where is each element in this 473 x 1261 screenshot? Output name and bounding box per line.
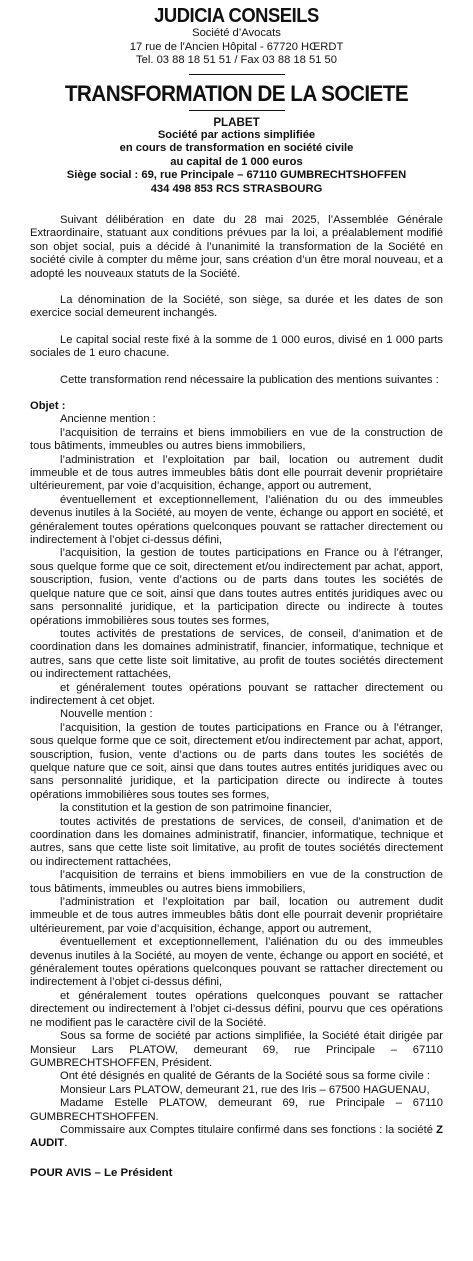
list-item: l’acquisition de terrains et biens immobiliers en vue de la construction de tous bâtiments, immeubles ou autres biens immobiliers,: [30, 426, 443, 453]
list-item: l’administration et l’exploitation par bail, location ou autrement dudit immeuble et de tous autres immeubles bâtis dont elle pourrait devenir propriétaire ultérieurement, par voie d’acquisition, échange, apport ou autrement,: [30, 896, 443, 935]
divider: [189, 74, 285, 75]
list-item: toutes activités de prestations de services, de conseil, d’animation et de coordination dans les domaines administratif, financier, informatique, technique et autres, sans que cette liste soit limitative, au profit de toutes sociétés directement ou indirectement rattachées,: [30, 815, 443, 868]
paragraph: Suivant délibération en date du 28 mai 2025, l’Assemblée Générale Extraordinaire, statuant aux conditions prévues par la loi, a préalablement modifié son objet social, puis a décidé à l’unanimité la transformation de la Société en société civile à compter du même jour, sans création d’un être moral nouveau, et a adopté les nouveaux statuts de la Société.: [30, 213, 443, 280]
company-rcs: 434 498 853 RCS STRASBOURG: [150, 182, 323, 195]
manager-entry: Monsieur Lars PLATOW, demeurant 21, rue des Iris – 67500 HAGUENAU,: [60, 1083, 430, 1096]
firm-address: 17 rue de l'Ancien Hôpital - 67720 HŒRDT: [129, 40, 344, 53]
company-seat: Siège social : 69, rue Principale – 67110 GUMBRECHTSHOFFEN: [66, 169, 407, 182]
paragraph: La dénomination de la Société, son siège, sa durée et les dates de son exercice social demeurent inchangés.: [30, 293, 443, 320]
former-management: Sous sa forme de société par actions simplifiée, la Société était dirigée par Monsieur Lars PLATOW, demeurant 69, rue Principale – 67110 GUMBRECHTSHOFFEN, Président.: [30, 1030, 443, 1069]
firm-header: [30, 5, 443, 75]
auditor-end: .: [64, 1137, 68, 1150]
paragraph: Cette transformation rend nécessaire la publication des mentions suivantes :: [60, 373, 439, 386]
list-item: toutes activités de prestations de services, de conseil, d’animation et de coordination dans les domaines administratif, financier, informatique, technique et autres, sans que cette liste soit limitative, au profit de toutes sociétés directement ou indirectement rattachées,: [30, 627, 443, 681]
company-name: PLABET: [213, 115, 260, 129]
list-item: l’administration et l’exploitation par bail, location ou autrement dudit immeuble et de tous autres immeubles bâtis dont elle pourrait devenir propriétaire ultérieurement, par voie d’acquisition, échange, apport ou autrement,: [30, 453, 443, 493]
company-block: [30, 116, 443, 196]
auditor-text: Commissaire aux Comptes titulaire confirmé dans ses fonctions : la société: [60, 1123, 433, 1136]
list-item: éventuellement et exceptionnellement, l’aliénation du ou des immeubles devenus inutiles à la Société, au moyen de vente, échange ou apport en société, et généralement toutes opérations quelconques pouvant se rattacher directement ou indirectement à l’objet ci-dessus défini,: [30, 493, 443, 547]
firm-type: Société d’Avocats: [192, 27, 281, 39]
old-mention-label: Ancienne mention :: [60, 413, 156, 426]
list-item: l’acquisition, la gestion de toutes participations en France ou à l’étranger, sous quelque forme que ce soit, directement et/ou indirectement par achat, apport, souscription, fusion, vente d’actions ou de parts dans toutes les sociétés de quelque nature que ce soit, ainsi que dans toutes autres entités juridiques avec ou sans personnalité juridique, et la participation directe ou indirecte à toutes opérations immobilières sous toutes ses formes,: [30, 721, 443, 801]
auditor-line: [30, 1124, 443, 1151]
divider: [189, 110, 285, 111]
paragraph: Le capital social reste fixé à la somme de 1 000 euros, divisé en 1 000 parts sociales de 1 euro chacune.: [30, 333, 443, 360]
list-item: l’acquisition, la gestion de toutes participations en France ou à l’étranger, sous quelque forme que ce soit, directement et/ou indirectement par achat, apport, souscription, fusion, vente d’actions ou de parts dans toutes les sociétés de quelque nature que ce soit, ainsi que dans toutes autres entités juridiques avec ou sans personnalité juridique, et la participation directe ou indirecte à toutes opérations immobilières sous toutes ses formes,: [30, 547, 443, 627]
closing-signature: POUR AVIS – Le Président: [30, 1166, 173, 1179]
designated-managers-intro: Ont été désignés en qualité de Gérants de la Société sous sa forme civile :: [60, 1070, 431, 1083]
section-title-objet: Objet :: [30, 400, 66, 412]
notice-body: [30, 214, 443, 1180]
list-item: et généralement toutes opérations pouvant se rattacher directement ou indirectement à cet objet.: [30, 681, 443, 707]
firm-name: JUDICIA CONSEILS: [154, 5, 319, 27]
list-item: l’acquisition de terrains et biens immobiliers en vue de la construction de tous bâtiments, immeubles ou autres biens immobiliers,: [30, 869, 443, 895]
firm-phone: Tel. 03 88 18 51 51 / Fax 03 88 18 51 50: [136, 54, 337, 66]
list-item: et généralement toutes opérations quelconques pouvant se rattacher directement ou indirectement à l’objet ci-dessus défini, pourvu que ces opérations ne modifient pas le caractère civil de la Société.: [30, 989, 443, 1029]
list-item: la constitution et la gestion de son patrimoine financier,: [60, 802, 332, 815]
manager-entry: Madame Estelle PLATOW, demeurant 69, rue Principale – 67110 GUMBRECHTSHOFFEN.: [30, 1097, 443, 1123]
notice-headline: TRANSFORMATION DE LA SOCIETE: [64, 80, 409, 106]
company-capital: au capital de 1 000 euros: [170, 155, 303, 168]
auditor-name: Z AUDIT: [30, 1123, 444, 1150]
list-item: éventuellement et exceptionnellement, l’aliénation du ou des immeubles devenus inutiles à la Société, au moyen de vente, échange ou apport en société, et généralement toutes opérations quelconques pouvant se rattacher directement ou indirectement à l’objet ci-dessus défini,: [30, 936, 443, 989]
company-status: en cours de transformation en société civile: [119, 142, 354, 155]
company-form: Société par actions simplifiée: [157, 128, 316, 141]
new-mention-label: Nouvelle mention :: [60, 708, 153, 721]
